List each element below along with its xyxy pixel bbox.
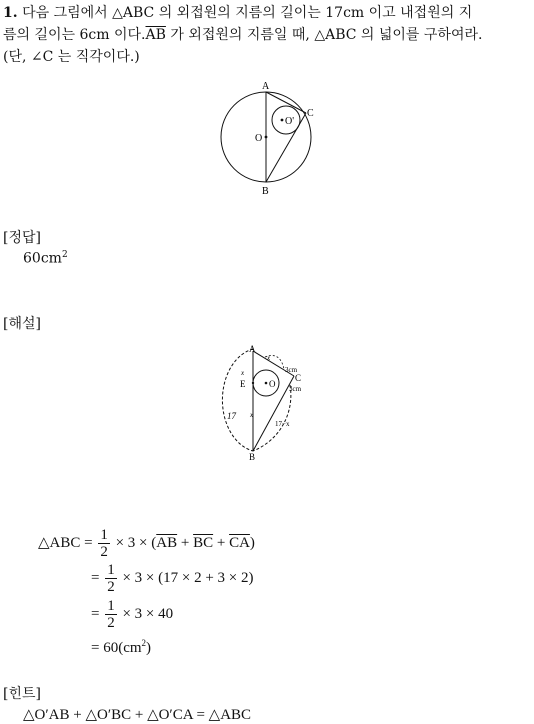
segment-ab: $\overline{AB}$ xyxy=(145,27,166,43)
fraction-half-2: $\frac{1}{2}$ xyxy=(107,562,115,595)
label-b-2: B xyxy=(249,452,256,461)
problem-text-2a: 름의 길이는 6cm 이다. xyxy=(3,27,146,43)
answer-value xyxy=(23,250,68,267)
equation-line-3: = $\frac{1}{2}$ × 3 × 40 xyxy=(91,598,174,631)
problem-line-1 xyxy=(3,2,472,24)
label-c: C xyxy=(307,108,314,119)
fraction-half-3: $\frac{1}{2}$ xyxy=(107,598,115,631)
problem-text-2b: 가 외접원의 지름일 때, △ABC 의 넓이를 구하여라. xyxy=(165,27,483,43)
eq-lhs: △ABC = xyxy=(38,534,97,551)
figure-circumcircle xyxy=(210,78,325,203)
label-b: B xyxy=(262,186,269,197)
solution-heading: [해설] xyxy=(3,316,41,332)
label-17-minus-x: 17−x xyxy=(275,420,290,428)
point-o-prime xyxy=(281,119,284,122)
seg-ca: $\overline{CA}$ xyxy=(229,534,250,551)
answer-number: 60cm xyxy=(23,250,62,267)
side-ac xyxy=(266,92,306,113)
equation-line-2: = $\frac{1}{2}$ × 3 × (17 × 2 + 3 × 2) xyxy=(91,562,254,595)
label-17: 17 xyxy=(227,411,236,421)
label-o-prime: O' xyxy=(285,116,295,127)
label-a-2: A xyxy=(249,344,256,354)
point-o-2 xyxy=(265,382,268,385)
problem-number: 1. xyxy=(3,5,18,21)
answer-superscript: 2 xyxy=(61,250,68,260)
label-a: A xyxy=(262,81,270,92)
label-3cm-1: 3cm xyxy=(285,366,298,374)
point-e xyxy=(252,382,254,384)
label-3cm-2: 3cm xyxy=(289,385,302,393)
problem-text-1: 다음 그림에서 △ABC 의 외접원의 지름의 길이는 17cm 이고 내접원의 지 xyxy=(22,5,473,21)
problem-line-3 xyxy=(3,46,140,68)
answer-heading: [정답] xyxy=(3,230,41,246)
label-x-left: x xyxy=(241,369,245,377)
label-x-mid: x xyxy=(250,411,254,419)
point-o xyxy=(265,136,268,139)
label-e: E xyxy=(240,379,246,389)
figure-solution xyxy=(220,343,325,461)
equation-line-1: △ABC = $\frac{1}{2}$ × $3 \times (\overline{AB} + \overline{BC} + \overline{CA})$ xyxy=(38,527,255,560)
seg-bc: $\overline{BC}$ xyxy=(193,534,214,551)
problem-condition: (단, ∠C 는 직각이다.) xyxy=(3,49,140,65)
equation-line-4: = $60(cm^2)$ xyxy=(91,638,152,656)
seg-ab: $\overline{AB}$ xyxy=(156,534,178,551)
hint-formula: △O′AB + △O′BC + △O′CA = △ABC xyxy=(23,707,252,723)
dashed-arc-left xyxy=(222,349,253,451)
label-o-2: O xyxy=(269,379,276,389)
label-x-top: x xyxy=(267,354,271,362)
label-o: O xyxy=(255,133,263,144)
fraction-half-1: $\frac{1}{2}$ xyxy=(100,527,108,560)
label-c-2: C xyxy=(295,373,302,383)
problem-line-2 xyxy=(3,24,482,46)
hint-heading: [힌트] xyxy=(3,686,41,702)
